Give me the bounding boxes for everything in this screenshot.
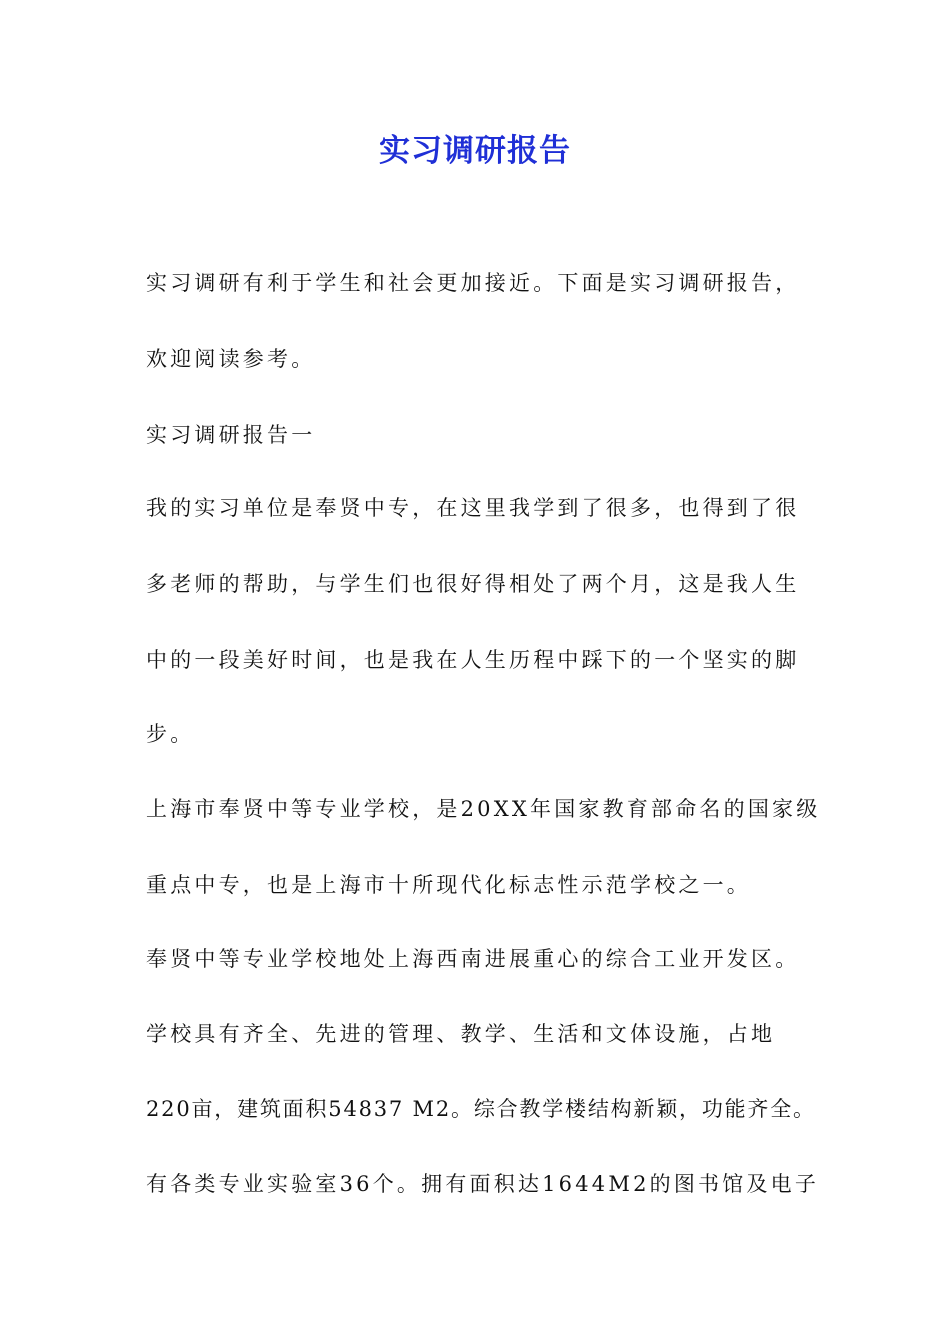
section-heading: 实习调研报告一 <box>146 423 316 447</box>
paragraph-line: 重点中专，也是上海市十所现代化标志性示范学校之一。 <box>146 873 751 897</box>
paragraph-line: 220亩，建筑面积54837 M2。综合教学楼结构新颖，功能齐全。 <box>146 1097 816 1121</box>
paragraph-line: 实习调研有利于学生和社会更加接近。下面是实习调研报告， <box>146 271 800 295</box>
paragraph-line: 中的一段美好时间，也是我在人生历程中踩下的一个坚实的脚 <box>146 648 800 672</box>
paragraph-line: 有各类专业实验室36个。拥有面积达1644M2的图书馆及电子 <box>146 1172 820 1196</box>
paragraph-line: 上海市奉贤中等专业学校，是20XX年国家教育部命名的国家级 <box>146 797 821 821</box>
paragraph-line: 欢迎阅读参考。 <box>146 347 316 371</box>
paragraph-line: 学校具有齐全、先进的管理、教学、生活和文体设施，占地 <box>146 1022 776 1046</box>
paragraph-line: 奉贤中等专业学校地处上海西南进展重心的综合工业开发区。 <box>146 947 800 971</box>
paragraph-line: 多老师的帮助，与学生们也很好得相处了两个月，这是我人生 <box>146 572 800 596</box>
paragraph-line: 我的实习单位是奉贤中专，在这里我学到了很多，也得到了很 <box>146 496 800 520</box>
document-title: 实习调研报告 <box>379 133 571 169</box>
paragraph-line: 步。 <box>146 722 195 746</box>
